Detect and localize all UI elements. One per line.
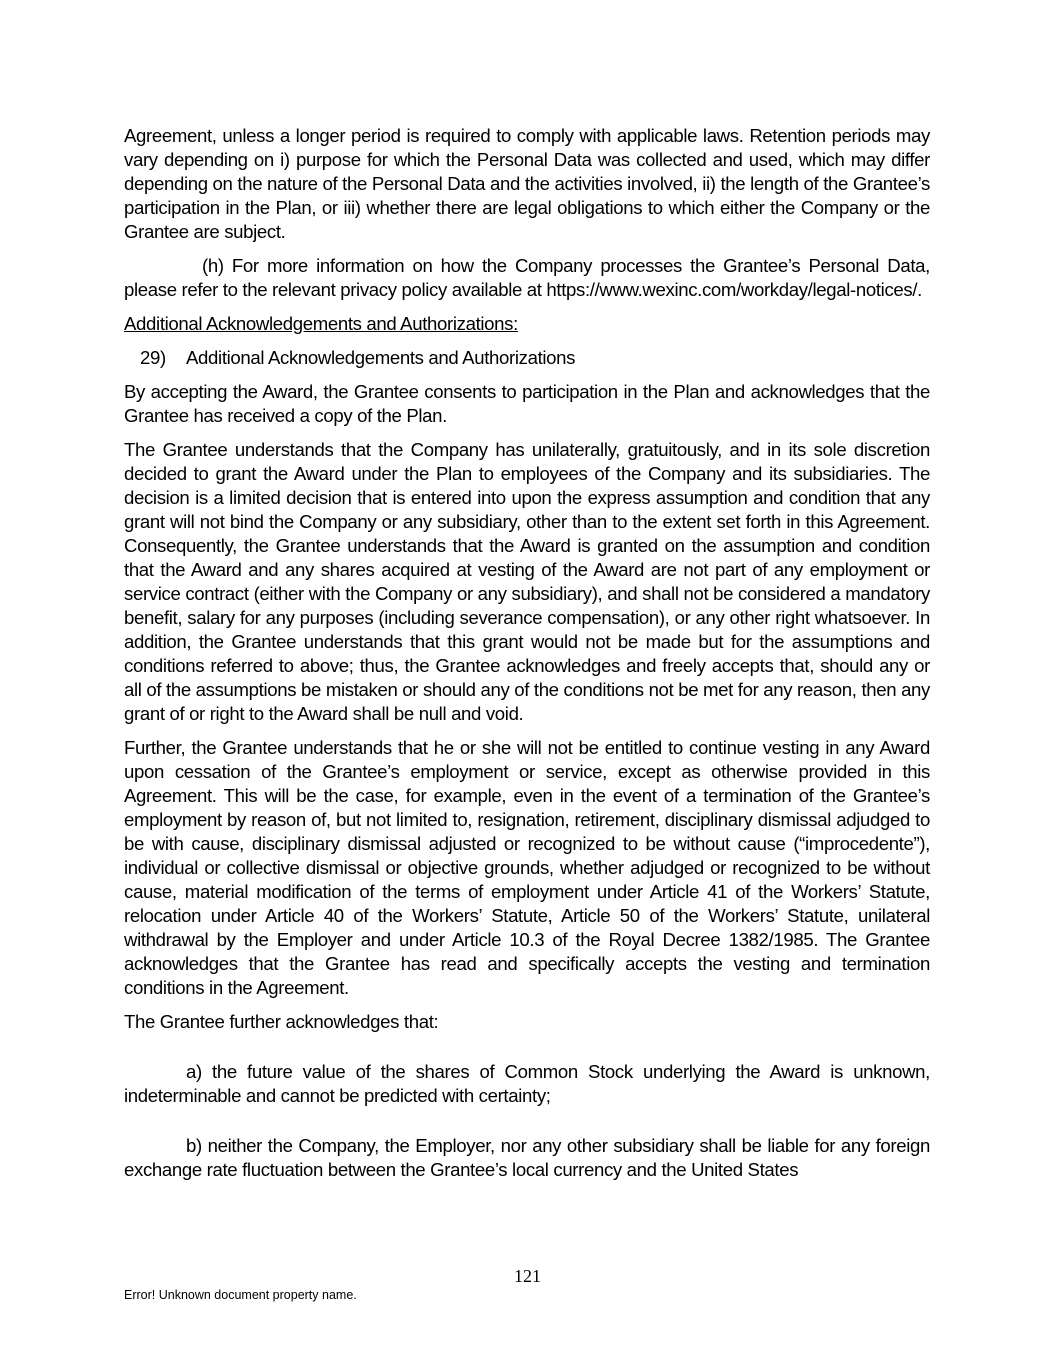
further-ack-paragraph: The Grantee further acknowledges that: (124, 1011, 439, 1032)
privacy-policy-paragraph: (h) For more information on how the Company processes the Grantee’s Personal Data, please refer to the relevant privacy policy available at https://www.wexinc.com/workday/legal-notices/. (124, 255, 930, 300)
item-number: 29) (140, 347, 166, 368)
discretion-paragraph: The Grantee understands that the Company has unilaterally, gratuitously, and in its sole discretion decided to grant the Award under the Plan to employees of the Company and its subsidiaries. The decision is a limited decision that is entered into upon the express assumption and condition that any grant will not bind the Company or any subsidiary, other than to the extent set forth in this Agreement. Consequently, the Grantee understands that the Award is granted on the assumption and condition that the Award and any shares acquired at vesting of the Award are not part of any employment or service contract (either with the Company or any subsidiary), and shall not be considered a mandatory benefit, salary for any purposes (including severance compensation), or any other right whatsoever. In addition, the Grantee understands that this grant would not be made but for the assumptions and conditions referred to above; thus, the Grantee acknowledges and freely accepts that, should any or all of the assumptions be mistaken or should any of the conditions not be met for any reason, then any grant of or right to the Award shall be null and void. (124, 439, 930, 724)
section-heading: Additional Acknowledgements and Authorizations: (124, 313, 518, 334)
further-paragraph: Further, the Grantee understands that he or she will not be entitled to continue vesting in any Award upon cessation of the Grantee’s employment or service, except as otherwise provided in this Agreement. This will be the case, for example, even in the event of a termination of the Grantee’s employment by reason of, but not limited to, resignation, retirement, disciplinary dismissal adjudged to be with cause, disciplinary dismissal adjusted or recognized to be without cause (“improcedente”), individual or collective dismissal or objective grounds, whether adjudged or recognized to be without cause, material modification of the terms of employment under Article 41 of the Workers’ Statute, relocation under Article 40 of the Workers’ Statute, Article 50 of the Workers’ Statute, unilateral withdrawal by the Employer and under Article 10.3 of the Royal Decree 1382/1985. The Grantee acknowledges that the Grantee has read and specifically accepts the vesting and termination conditions in the Agreement. (124, 737, 930, 998)
page-body (124, 124, 930, 1182)
page-number: 121 (514, 1266, 541, 1286)
item-title: Additional Acknowledgements and Authorizations (186, 347, 576, 368)
numbered-item-29 (124, 346, 930, 370)
list-item-b: b) neither the Company, the Employer, nor any other subsidiary shall be liable for any foreign exchange rate fluctuation between the Grantee’s local currency and the United States (124, 1135, 930, 1180)
accepting-paragraph: By accepting the Award, the Grantee consents to participation in the Plan and acknowledges that the Grantee has received a copy of the Plan. (124, 381, 930, 426)
retention-paragraph: Agreement, unless a longer period is required to comply with applicable laws. Retention periods may vary depending on i) purpose for which the Personal Data was collected and used, which may differ depending on the nature of the Personal Data and the activities involved, ii) the length of the Grantee’s participation in the Plan, or iii) whether there are legal obligations to which either the Company or the Grantee are subject. (124, 125, 930, 242)
footer-error-note: Error! Unknown document property name. (124, 1288, 357, 1302)
list-item-a: a) the future value of the shares of Common Stock underlying the Award is unknown, indeterminable and cannot be predicted with certainty; (124, 1061, 930, 1106)
